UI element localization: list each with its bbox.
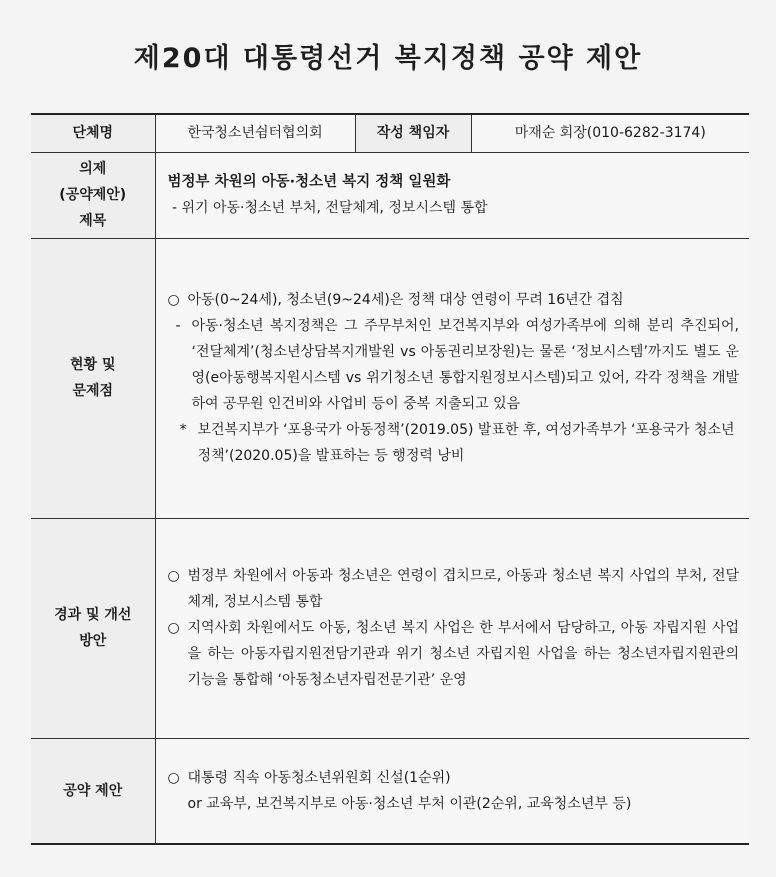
proposal-line-1: 대통령 직속 아동청소년위원회 신설(1순위) (187, 769, 451, 786)
org-value: 한국청소년쉼터협의회 (155, 114, 355, 152)
status-bullet (168, 287, 740, 313)
agenda-title: 범정부 차원의 아동·청소년 복지 정책 일원화 (167, 174, 451, 190)
circle-bullet-icon: ○ (167, 620, 180, 636)
proposal-line-2: or 교육부, 보건복지부로 아동·청소년 부처 이관(2순위, 교육청소년부 등) (187, 795, 632, 812)
agenda-label (31, 152, 155, 238)
proposal-bullet (168, 765, 740, 791)
agenda-label-line: 의제 (79, 161, 107, 177)
agenda-label-line: 제목 (79, 213, 107, 229)
document-title: 제20대 대통령선거 복지정책 공약 제안 (133, 43, 643, 74)
author-value: 마재순 회장(010-6282-3174) (471, 114, 749, 152)
circle-bullet-icon: ○ (167, 292, 180, 308)
dash-marker: - (175, 318, 181, 334)
plan-bullet-text: 지역사회 차원에서도 아동, 청소년 복지 사업은 한 부서에서 담당하고, 아동 자립지원 사업을 하는 아동자립지원전담기관과 위기 청소년 자립지원 사업을 하는 청소년자립지원관의 기능을 통합해 ‘아동청소년자립전문기관’ 운영 (187, 620, 739, 688)
org-label: 단체명 (31, 114, 155, 152)
proposal-table (31, 113, 749, 845)
author-label: 작성 책임자 (355, 114, 471, 152)
plan-label-line: 방안 (79, 633, 107, 649)
asterisk-marker: * (179, 422, 187, 438)
plan-label-line: 경과 및 개선 (54, 607, 132, 623)
plan-bullet (168, 563, 740, 615)
org-row (31, 114, 749, 152)
agenda-content (155, 152, 749, 238)
status-bullet-text: 아동(0~24세), 청소년(9~24세)은 정책 대상 연령이 무려 16년간 겹침 (187, 292, 624, 308)
status-row (31, 238, 749, 518)
status-content (155, 238, 749, 518)
status-label (31, 238, 155, 518)
proposal-label: 공약 제안 (31, 738, 155, 844)
agenda-row (31, 152, 749, 238)
circle-bullet-icon: ○ (167, 769, 180, 786)
proposal-content (155, 738, 749, 844)
status-note-text: 보건복지부가 ‘포용국가 아동정책’(2019.05) 발표한 후, 여성가족부가 ‘포용국가 청소년정책’(2020.05)을 발표하는 등 행정력 낭비 (197, 422, 735, 464)
proposal-row (31, 738, 749, 844)
plan-label (31, 518, 155, 738)
plan-content (155, 518, 749, 738)
status-sub-text: 아동·청소년 복지정책은 그 주무부처인 보건복지부와 여성가족부에 의해 분리 추진되어, ‘전달체계’(청소년상담복지개발원 vs 아동권리보장원)는 물론 ‘정보시스템’까지도 별도 운영(e아동행복지원시스템 vs 위기청소년 통합지원정보시스템)되고 있어, 각각 정책을 개발하여 공무원 인건비와 사업비 등이 중복 지출되고 있음 (191, 318, 739, 412)
status-label-line: 현황 및 (70, 357, 116, 373)
plan-row (31, 518, 749, 738)
status-sub-item (168, 313, 740, 417)
circle-bullet-icon: ○ (167, 568, 180, 584)
agenda-label-line: (공약제안) (59, 187, 127, 203)
agenda-subtitle: - 위기 아동·청소년 부처, 전달체계, 정보시스템 통합 (167, 200, 488, 216)
status-label-line: 문제점 (72, 383, 114, 399)
plan-bullet (168, 615, 740, 693)
plan-bullet-text: 범정부 차원에서 아동과 청소년은 연령이 겹치므로, 아동과 청소년 복지 사업의 부처, 전달체계, 정보시스템 통합 (187, 568, 739, 610)
status-note (168, 417, 740, 469)
